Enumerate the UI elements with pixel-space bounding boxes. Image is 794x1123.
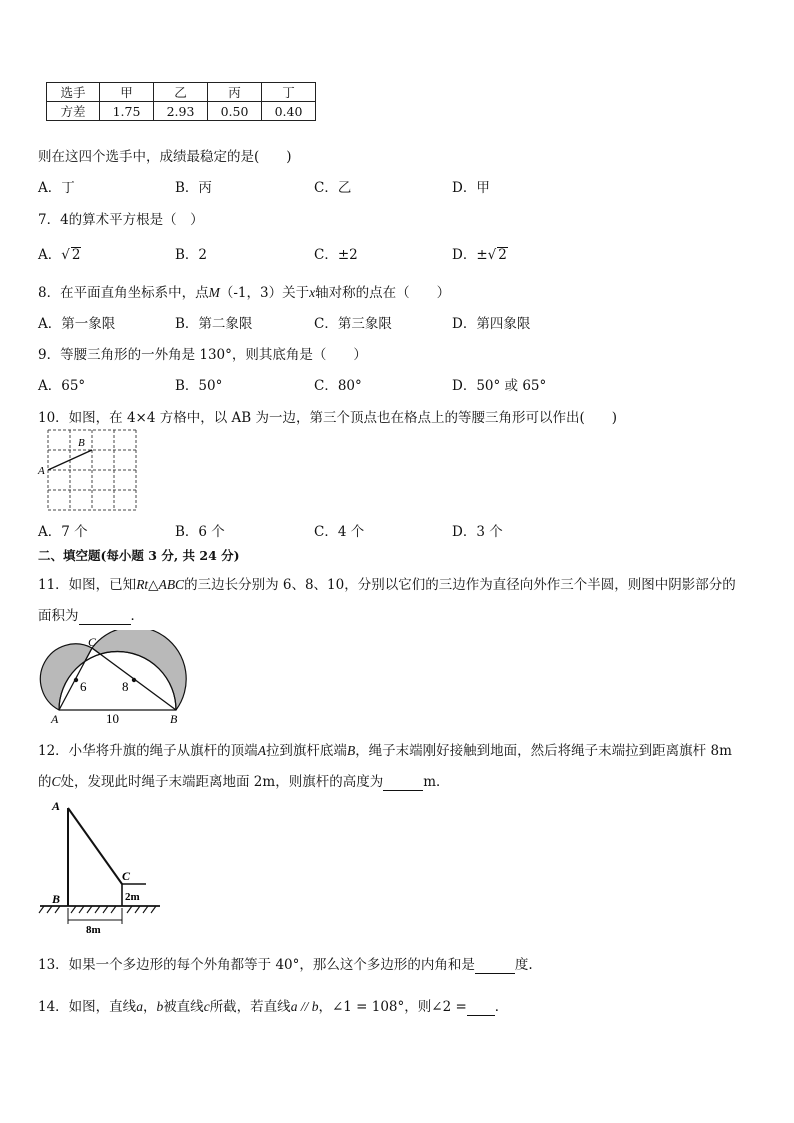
q11-semicircle-figure bbox=[36, 630, 196, 725]
q12-text-3: ，绳子末端刚好接触到地面，然后将绳子末端拉到距离旗杆 8m bbox=[355, 743, 732, 759]
table-cell: 丁 bbox=[262, 83, 316, 102]
q14-text-4: 所截，若直线 bbox=[209, 999, 291, 1015]
q12-text-1: 12．小华将升旗的绳子从旗杆的顶端 bbox=[38, 743, 258, 759]
triangle-abc: Rt△ABC bbox=[136, 577, 185, 592]
answer-blank bbox=[475, 957, 515, 974]
q12-line1 bbox=[38, 739, 732, 759]
radicand: 2 bbox=[71, 247, 81, 263]
table-cell: 甲 bbox=[100, 83, 154, 102]
q14-text-5: ，∠1 = 108°，则∠2 = bbox=[318, 999, 467, 1015]
table-cell: 2.93 bbox=[154, 102, 208, 121]
answer-blank bbox=[79, 608, 131, 625]
q14-text-6: ． bbox=[494, 999, 509, 1015]
q12-line2 bbox=[38, 770, 450, 791]
shaded-lunes bbox=[40, 630, 186, 710]
option-prefix: D．± bbox=[452, 247, 488, 263]
point-a: A bbox=[257, 743, 266, 758]
midpoint-bc bbox=[132, 678, 136, 682]
q7-question: 7．4的算术平方根是（ ） bbox=[38, 212, 204, 228]
q7-option-c: C．±2 bbox=[314, 247, 358, 263]
q9-option-a: A．65° bbox=[38, 378, 86, 394]
rope bbox=[68, 808, 122, 884]
sqrt-icon: √ bbox=[487, 247, 497, 263]
table-cell: 乙 bbox=[154, 83, 208, 102]
option-prefix: A． bbox=[38, 247, 62, 263]
label-height: 2m bbox=[125, 891, 140, 903]
section-title: 二、填空题(每小题 3 分, 共 24 分) bbox=[38, 548, 240, 563]
q12-text-2: 拉到旗杆底端 bbox=[265, 743, 347, 759]
q8-text-2: （-1，3）关于 bbox=[219, 285, 310, 301]
q7-option-b: B．2 bbox=[175, 247, 208, 263]
q12-flagpole-figure bbox=[36, 796, 166, 936]
axis-x: x bbox=[309, 285, 316, 300]
line-c: c bbox=[203, 999, 210, 1014]
q12-text-4: 的 bbox=[38, 774, 52, 790]
radicand: 2 bbox=[498, 247, 507, 263]
answer-blank bbox=[383, 774, 423, 791]
q6-option-b: B．丙 bbox=[175, 180, 212, 196]
label-a: A bbox=[52, 799, 61, 813]
q9-option-b: B．50° bbox=[175, 378, 223, 394]
q10-option-b: B．6 个 bbox=[175, 524, 225, 540]
label-ab-length: 10 bbox=[106, 711, 119, 725]
grid-lines bbox=[48, 430, 136, 510]
label-c: C bbox=[88, 635, 97, 649]
q10-option-c: C．4 个 bbox=[314, 524, 365, 540]
line-a: a bbox=[136, 999, 143, 1014]
q8-option-b: B．第二象限 bbox=[175, 316, 253, 332]
point-m: M bbox=[208, 285, 220, 300]
table-cell: 0.50 bbox=[208, 102, 262, 121]
q13-question bbox=[38, 953, 533, 974]
q14-text-2: ， bbox=[142, 999, 157, 1015]
q11-text-3: 面积为 bbox=[38, 608, 79, 624]
q8-text-3: 轴对称的点在（ ） bbox=[315, 285, 451, 301]
point-b: B bbox=[346, 743, 356, 758]
q7-option-a bbox=[38, 243, 81, 263]
q6-option-d: D．甲 bbox=[452, 180, 490, 196]
label-c: C bbox=[122, 869, 131, 883]
q11-text-2: 的三边长分别为 6、8、10，分别以它们的三边作为直径向外作三个半圆，则图中阴影部分的 bbox=[184, 577, 736, 593]
q14-text-1: 14．如图，直线 bbox=[38, 999, 137, 1015]
q9-option-c: C．80° bbox=[314, 378, 362, 394]
table-cell: 选手 bbox=[47, 83, 100, 102]
q8-question bbox=[38, 281, 450, 301]
answer-blank bbox=[467, 999, 495, 1016]
point-c: C bbox=[51, 774, 61, 789]
label-a: A bbox=[38, 465, 45, 477]
q11-line2 bbox=[38, 604, 144, 625]
table-cell: 1.75 bbox=[100, 102, 154, 121]
q6-option-a: A．丁 bbox=[38, 180, 75, 196]
label-distance: 8m bbox=[86, 924, 101, 936]
table-cell: 0.40 bbox=[262, 102, 316, 121]
q8-option-a: A．第一象限 bbox=[38, 316, 116, 332]
q10-grid-figure bbox=[36, 426, 140, 514]
q11-line1 bbox=[38, 573, 736, 593]
q6-option-c: C．乙 bbox=[314, 180, 352, 196]
q12-text-5: 处，发现此时绳子末端距离地面 2m，则旗杆的高度为 bbox=[60, 774, 384, 790]
q8-text-1: 8．在平面直角坐标系中，点 bbox=[38, 285, 209, 301]
label-ac-length: 6 bbox=[80, 679, 87, 694]
q9-option-d: D．50° 或 65° bbox=[452, 378, 547, 394]
q13-text-2: 度. bbox=[514, 957, 533, 973]
q8-option-c: C．第三象限 bbox=[314, 316, 392, 332]
q12-text-6: m． bbox=[423, 774, 450, 790]
parallel-relation: a // b bbox=[290, 999, 319, 1014]
variance-table bbox=[46, 82, 316, 121]
label-bc-length: 8 bbox=[122, 679, 129, 694]
table-header-row bbox=[47, 83, 316, 102]
q6-question: 则在这四个选手中，成绩最稳定的是( ) bbox=[38, 149, 292, 165]
q14-text-3: 被直线 bbox=[163, 999, 204, 1015]
sqrt-icon: √ bbox=[61, 247, 70, 263]
label-a: A bbox=[51, 712, 59, 725]
table-cell: 丙 bbox=[208, 83, 262, 102]
q10-option-a: A．7 个 bbox=[38, 524, 88, 540]
q11-text-4: ． bbox=[130, 608, 144, 624]
q13-text-1: 13．如果一个多边形的每个外角都等于 40°，那么这个多边形的内角和是 bbox=[38, 957, 475, 973]
q7-option-d bbox=[452, 243, 508, 263]
q10-question: 10．如图，在 4×4 方格中，以 AB 为一边，第三个顶点也在格点上的等腰三角形可以作出( ) bbox=[38, 410, 618, 426]
q9-question: 9．等腰三角形的一外角是 130°，则其底角是（ ） bbox=[38, 347, 367, 363]
midpoint-ac bbox=[74, 678, 78, 682]
q10-option-d: D．3 个 bbox=[452, 524, 503, 540]
label-b: B bbox=[78, 437, 85, 449]
label-b: B bbox=[170, 712, 178, 725]
table-cell: 方差 bbox=[47, 102, 100, 121]
q8-option-d: D．第四象限 bbox=[452, 316, 531, 332]
q14-question bbox=[38, 995, 508, 1016]
q11-text-1: 11．如图，已知 bbox=[38, 577, 137, 593]
label-b: B bbox=[52, 892, 61, 906]
table-row bbox=[47, 102, 316, 121]
ground-hatch bbox=[39, 906, 156, 913]
line-b: b bbox=[156, 999, 164, 1014]
